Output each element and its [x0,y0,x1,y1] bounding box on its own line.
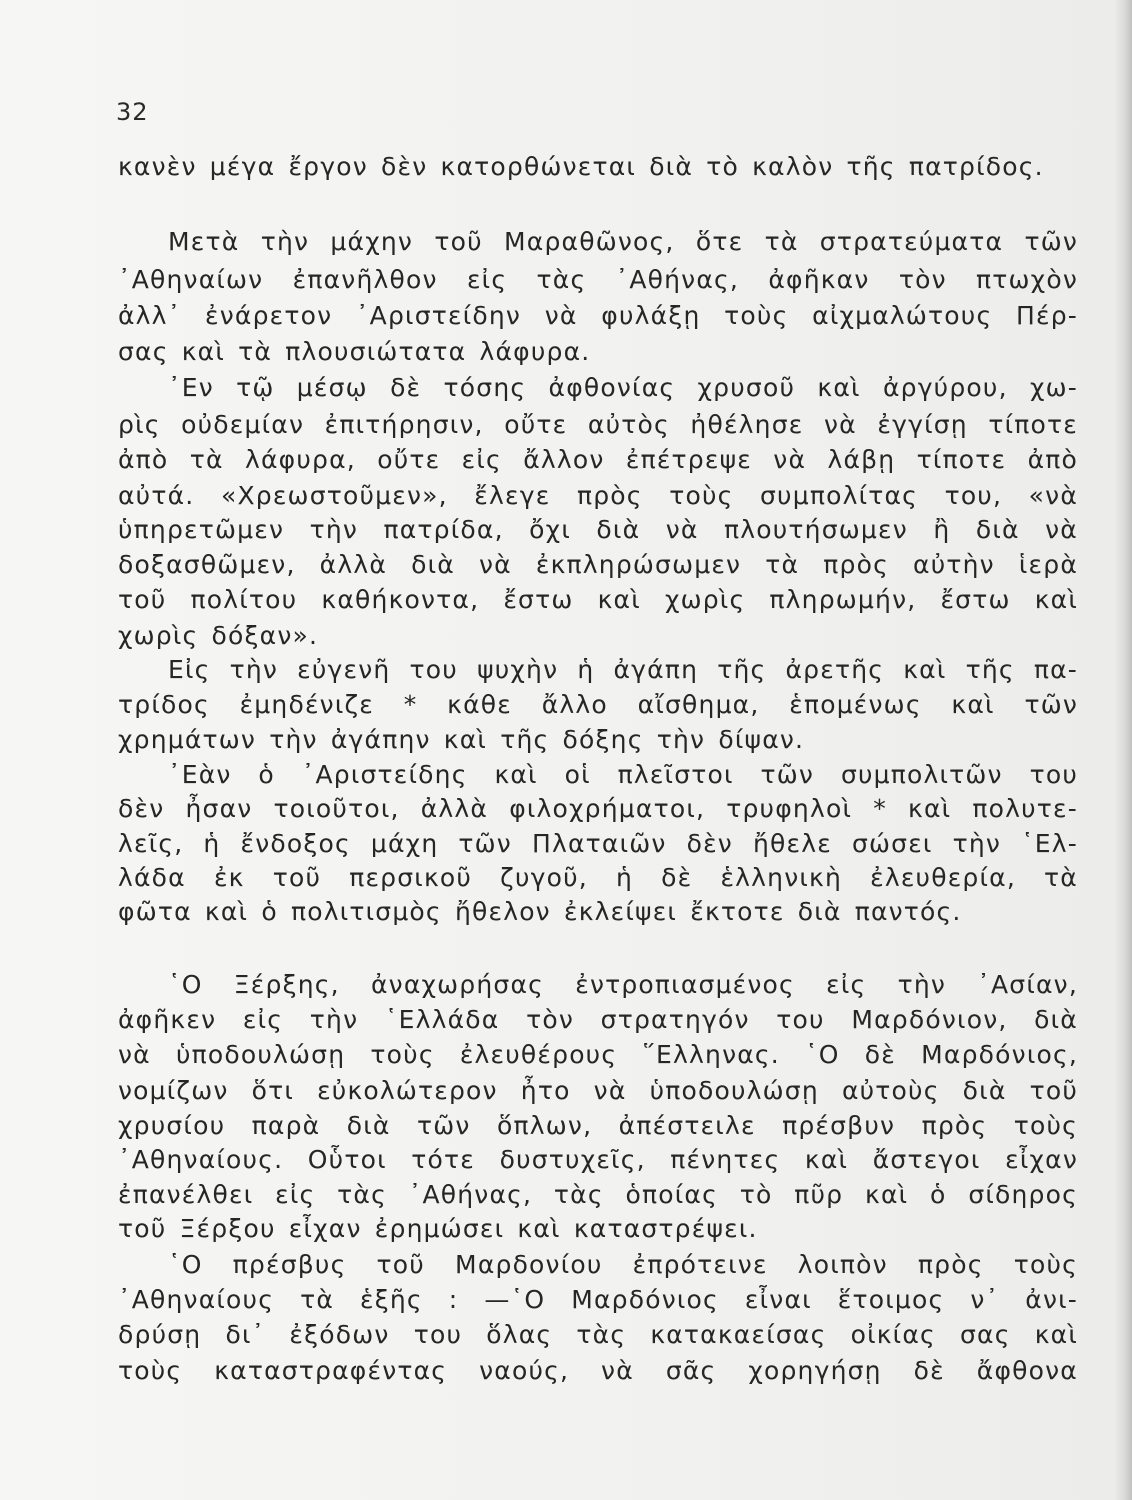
text-line: δρύσῃ δι᾿ ἐξόδων του ὅλας τὰς κατακαείσας οἰκίας σας καὶ [118,1320,1078,1349]
text-line: ᾿Εὰν ὁ ᾿Αριστείδης καὶ οἱ πλεῖστοι τῶν συμπολιτῶν του [168,760,1078,789]
text-line: ᾿Αθηναίους. Οὗτοι τότε δυστυχεῖς, πένητες καὶ ἄστεγοι εἶχαν [118,1145,1078,1174]
text-line: φῶτα καὶ ὁ πολιτισμὸς ἤθελον ἐκλείψει ἔκτοτε διὰ παντός. [118,897,962,926]
text-line: κανὲν μέγα ἔργον δὲν κατορθώνεται διὰ τὸ καλὸν τῆς πατρίδος. [118,152,1044,181]
text-line: χωρὶς δόξαν». [118,621,319,650]
text-line: Μετὰ τὴν μάχην τοῦ Μαραθῶνος, ὅτε τὰ στρατεύματα τῶν [168,227,1078,256]
text-line: αὐτά. «Χρεωστοῦμεν», ἔλεγε πρὸς τοὺς συμπολίτας του, «νὰ [118,481,1078,510]
text-line: χρυσίου παρὰ διὰ τῶν ὅπλων, ἀπέστειλε πρέσβυν πρὸς τοὺς [118,1111,1078,1140]
text-line: τοῦ πολίτου καθήκοντα, ἔστω καὶ χωρὶς πληρωμήν, ἔστω καὶ [118,585,1078,614]
text-line: τοὺς καταστραφέντας ναούς, νὰ σᾶς χορηγήσῃ δὲ ἄφθονα [118,1356,1078,1385]
text-line: νομίζων ὅτι εὐκολώτερον ἦτο νὰ ὑποδουλώσῃ αὐτοὺς διὰ τοῦ [118,1076,1078,1105]
text-line: τρίδος ἐμηδένιζε * κάθε ἄλλο αἴσθημα, ἑπομένως καὶ τῶν [118,690,1078,719]
page-number: 32 [116,98,149,126]
text-line: λάδα ἐκ τοῦ περσικοῦ ζυγοῦ, ἡ δὲ ἑλληνικὴ ἐλευθερία, τὰ [118,863,1078,892]
text-line: δὲν ἦσαν τοιοῦτοι, ἀλλὰ φιλοχρήματοι, τρυφηλοὶ * καὶ πολυτε- [118,794,1078,823]
text-line: ᾿Αθηναίων ἐπανῆλθον εἰς τὰς ᾿Αθήνας, ἀφῆκαν τὸν πτωχὸν [118,265,1078,294]
text-line: ὑπηρετῶμεν τὴν πατρίδα, ὄχι διὰ νὰ πλουτήσωμεν ἢ διὰ νὰ [118,515,1078,544]
text-line: ῾Ο πρέσβυς τοῦ Μαρδονίου ἐπρότεινε λοιπὸν πρὸς τοὺς [168,1250,1078,1279]
text-line: σας καὶ τὰ πλουσιώτατα λάφυρα. [118,337,591,366]
text-line: νὰ ὑποδουλώσῃ τοὺς ἐλευθέρους ῞Ελληνας. ῾Ο δὲ Μαρδόνιος, [118,1040,1078,1069]
page-edge-shadow [1114,0,1132,1500]
text-line: ἀπὸ τὰ λάφυρα, οὔτε εἰς ἄλλον ἐπέτρεψε νὰ λάβῃ τίποτε ἀπὸ [118,445,1078,474]
text-line: ᾿Εν τῷ μέσῳ δὲ τόσης ἀφθονίας χρυσοῦ καὶ ἀργύρου, χω- [168,373,1078,402]
text-line: δοξασθῶμεν, ἀλλὰ διὰ νὰ ἐκπληρώσωμεν τὰ πρὸς αὐτὴν ἱερὰ [118,550,1078,579]
text-line: ἐπανέλθει εἰς τὰς ᾿Αθήνας, τὰς ὁποίας τὸ πῦρ καὶ ὁ σίδηρος [118,1180,1078,1209]
text-line: χρημάτων τὴν ἀγάπην καὶ τῆς δόξης τὴν δίψαν. [118,725,805,754]
text-line: ᾿Αθηναίους τὰ ἑξῆς : —῾Ο Μαρδόνιος εἶναι ἕτοιμος ν᾿ ἀνι- [118,1285,1078,1314]
text-line: λεῖς, ἡ ἔνδοξος μάχη τῶν Πλαταιῶν δὲν ἤθελε σώσει τὴν ῾Ελ- [118,829,1078,858]
text-line: ἀλλ᾿ ἐνάρετον ᾿Αριστείδην νὰ φυλάξῃ τοὺς αἰχμαλώτους Πέρ- [118,301,1078,330]
text-line: τοῦ Ξέρξου εἶχαν ἐρημώσει καὶ καταστρέψει. [118,1214,758,1243]
text-line: ρὶς οὐδεμίαν ἐπιτήρησιν, οὔτε αὐτὸς ἠθέλησε νὰ ἐγγίσῃ τίποτε [118,410,1078,439]
text-line: ἀφῆκεν εἰς τὴν ῾Ελλάδα τὸν στρατηγόν του Μαρδόνιον, διὰ [118,1005,1078,1034]
text-line: ῾Ο Ξέρξης, ἀναχωρήσας ἐντροπιασμένος εἰς τὴν ᾿Ασίαν, [168,970,1078,999]
text-line: Εἰς τὴν εὐγενῆ του ψυχὴν ἡ ἀγάπη τῆς ἀρετῆς καὶ τῆς πα- [168,655,1078,684]
